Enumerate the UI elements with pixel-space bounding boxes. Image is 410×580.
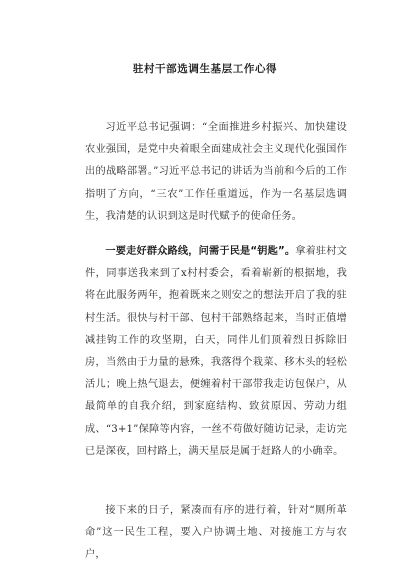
paragraph-following-days-text: 接下来的日子，紧凑而有序的进行着，针对“厕所革命”这一民生工程，要入户协调土地、对接施工方与农户，	[85, 505, 347, 561]
paragraph-mass-line-text: 拿着驻村文件，同事送我来到了x村村委会，看着崭新的根据地，我将在此服务两年，抱着既来之则安之的想法开启了我的驻村生活。很快与村干部、包村干部熟络起来，当时正值增减挂钩工作的攻坚期，白天，同伴儿们顶着烈日拆除旧房，当然由于力量的悬殊，我落得个栽菜、移木头的轻松活儿；晚上热气退去，便缠着村干部带我走访包保户，从最简单的自我介绍，到家庭结构、致贫原因、劳动力组成、“3+1”保障等内容，一丝不苟做好随访记录，走访完已是深夜，回村路上，满天星辰是属于赶路人的小确幸。	[85, 246, 347, 457]
paragraph-intro	[85, 117, 347, 228]
paragraph-intro-text: 习近平总书记强调：“全面推进乡村振兴、加快建设农业强国，是党中央着眼全面建成社会主义现代化强国作出的战略部署。”习近平总书记的讲话为当前和今后的工作指明了方向，“三农”工作任重道远，作为一名基层选调生，我清楚的认识到这是时代赋予的使命任务。	[85, 122, 347, 222]
document-title: 驻村干部选调生基层工作心得	[132, 63, 278, 75]
paragraph-mass-line	[85, 241, 347, 463]
paragraph-following-days	[85, 500, 347, 567]
paragraph-mass-line-heading: 一要走好群众路线，问需于民是“钥匙”。	[105, 246, 296, 257]
